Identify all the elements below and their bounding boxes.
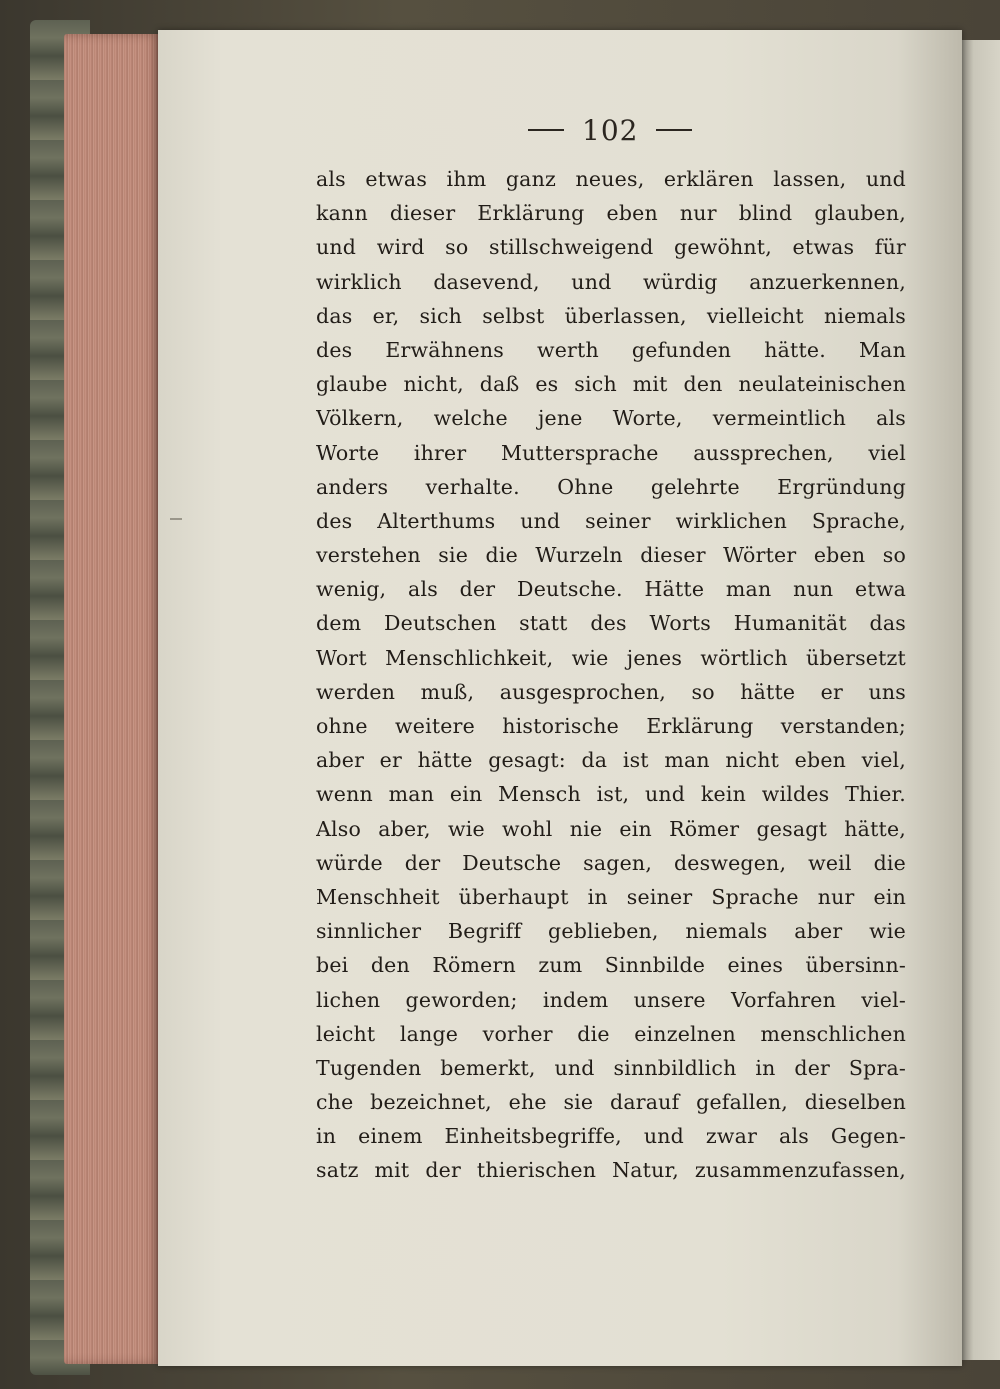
text-line: und wird so stillschweigend gewöhnt, etwas für [316, 235, 906, 260]
text-line: kann dieser Erklärung eben nur blind glauben, [316, 201, 906, 226]
text-line: ohne weitere historische Erklärung verstanden; [316, 714, 906, 738]
text-line: das er, sich selbst überlassen, vielleicht niemals [316, 303, 906, 328]
text-line: anders verhalte. Ohne gelehrte Ergründung [316, 474, 906, 499]
text-line: satz mit der thierischen Natur, zusammenzufassen, [316, 1158, 906, 1183]
text-line: Also aber, wie wohl nie ein Römer gesagt hätte, [316, 816, 906, 841]
text-line: che bezeichnet, ehe sie darauf gefallen, dieselben [316, 1090, 906, 1115]
text-line: Völkern, welche jene Worte, vermeintlich als [316, 406, 906, 431]
text-line: leicht lange vorher die einzelnen menschlichen [316, 1021, 906, 1046]
text-line: aber er hätte gesagt: da ist man nicht eben viel, [316, 748, 906, 773]
text-line: sinnlicher Begriff geblieben, niemals aber wie [316, 919, 906, 944]
text-line: des Alterthums und seiner wirklichen Sprache, [316, 508, 906, 533]
text-line: in einem Einheitsbegriffe, und zwar als Gegen- [316, 1124, 906, 1149]
text-line: wenig, als der Deutsche. Hätte man nun etwa [316, 577, 906, 602]
page-edges [64, 34, 160, 1364]
text-line: wirklich dasevend, und würdig anzuerkennen, [316, 269, 906, 294]
page-header [528, 108, 728, 152]
margin-mark [170, 518, 182, 520]
text-line: Wort Menschlichkeit, wie jenes wörtlich übersetzt [316, 645, 906, 670]
page-number: 102 [582, 113, 639, 147]
text-line: als etwas ihm ganz neues, erklären lassen, und [316, 167, 906, 191]
text-line: würde der Deutsche sagen, deswegen, weil die [316, 850, 906, 875]
text-line: wenn man ein Mensch ist, und kein wildes Thier. [316, 782, 906, 807]
text-line: verstehen sie die Wurzeln dieser Wörter eben so [316, 543, 906, 568]
left-dash [528, 129, 564, 131]
text-line: Worte ihrer Muttersprache aussprechen, viel [316, 440, 906, 465]
text-line: glaube nicht, daß es sich mit den neulateinischen [316, 372, 906, 397]
text-line: lichen geworden; indem unsere Vorfahren viel- [316, 987, 906, 1012]
text-line: Tugenden bemerkt, und sinnbildlich in der Spra- [316, 1055, 906, 1080]
facing-page [962, 40, 1000, 1360]
body-text [316, 162, 906, 1188]
text-line: Menschheit überhaupt in seiner Sprache nur ein [316, 884, 906, 909]
text-line: dem Deutschen statt des Worts Humanität das [316, 611, 906, 636]
text-line: bei den Römern zum Sinnbilde eines übersinn- [316, 953, 906, 978]
right-dash [656, 129, 692, 131]
text-line: werden muß, ausgesprochen, so hätte er uns [316, 679, 906, 704]
text-line: des Erwähnens werth gefunden hätte. Man [316, 337, 906, 362]
